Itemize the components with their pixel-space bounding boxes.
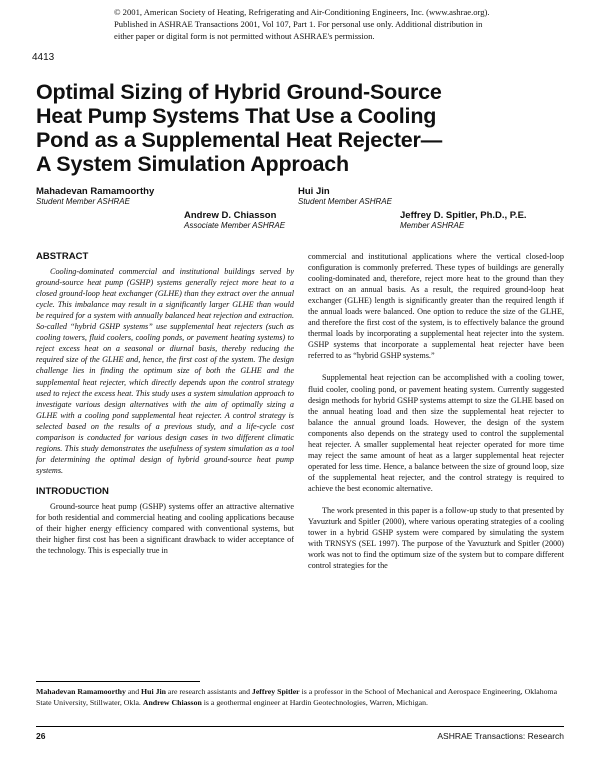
author-block: [36, 186, 154, 206]
copyright-line: Published in ASHRAE Transactions 2001, Vol 107, Part 1. For personal use only. Additional distribution in: [114, 19, 483, 29]
copyright-notice: [114, 6, 554, 42]
body-paragraph: commercial and institutional applications where the vertical closed-loop configuration is commonly preferred. These types of buildings are generally cooling-dominated and, therefore, reject more heat to the ground than they extract on an annual basis. As a result, the required ground-loop heat exchanger (GLHE) length is significantly greater than the required length if the annual loads were balanced. One option to reduce the size of the GLHE, and therefore the first cost of the system, is to effectively balance the ground thermal loads by incorporating a supplemental heat rejecter into the system. GSHP systems that incorporate a supplemental heat rejecter have been referred to as “hybrid GSHP systems.”: [308, 252, 564, 361]
page-number: 26: [36, 731, 46, 741]
body-paragraph: Supplemental heat rejection can be accomplished with a cooling tower, fluid cooler, cooling pond, or pavement heating system. Currently suggested design methods for hybrid GSHP systems attempt to size the GLHE based on the annual heating load and then size the supplemental heat rejecter to balance the annual ground loads. However, the design of the system components also depends on the strategy used to control the supplemental heat rejecter. A smaller supplemental heat rejecter operated for more time may reject the same amount of heat as a larger supplemental heat rejecter operated for less time. Hence, a balance between the size of ground loop, size of the supplemental heat rejecter, and the control strategy is required to achieve the best economic alternative.: [308, 373, 564, 493]
footnote-text: and: [125, 687, 142, 696]
footnote-author-name: Andrew Chiasson: [142, 698, 202, 707]
author-name: Andrew D. Chiasson: [184, 210, 277, 221]
author-membership: Student Member ASHRAE: [36, 197, 130, 206]
footnote-divider: [36, 681, 200, 682]
footnote-author-name: Mahadevan Ramamoorthy: [36, 687, 126, 696]
footer-divider: [36, 726, 564, 727]
footnote-author-name: Jeffrey Spitler: [251, 687, 300, 696]
author-block: [184, 210, 285, 230]
title-line: Pond as a Supplemental Heat Rejecter—: [36, 128, 443, 152]
author-membership: Member ASHRAE: [400, 221, 465, 230]
author-name: Jeffrey D. Spitler, Ph.D., P.E.: [400, 210, 527, 221]
footnote-text: is a geothermal engineer at Hardin Geotechnologies, Warren, Michigan.: [201, 698, 428, 707]
footnote-text: are research assistants and: [165, 687, 252, 696]
body-paragraph: The work presented in this paper is a follow-up study to that presented by Yavuzturk and Spitler (2000), where various operating strategies of a cooling tower in a hybrid GSHP system were compared by simulating the system with TRNSYS (SEL 1997). The purpose of the Yavuzturk and Spitler (2000) work was not to find the optimum size of the system but to compare different control strategies for the: [308, 505, 564, 571]
abstract-text: Cooling-dominated commercial and institutional buildings served by ground-source heat pump (GSHP) systems generally reject more heat to a closed ground-loop heat exchanger (GLHE) than they extract over the annual cycle. This imbalance may result in a significantly larger GLHE than would be required for a system with annually balanced heat rejection and extraction. So-called “hybrid GSHP systems” use supplemental heat rejecters (such as cooling towers, fluid coolers, cooling ponds, or pavement heating systems) to reject excess heat on a seasonal or diurnal basis, thereby reducing the required size of the GLHE and, hence, the first cost of the system. The design challenge lies in finding the optimum size of both the GLHE and the supplemental heat rejecter, which directly depends upon the control strategy used to reject the excess heat. This study uses a system simulation approach to investigate various design alternatives with the aim of optimally sizing a GLHE with a cooling pond supplemental heat rejecter. A control strategy is selected based on the results of a previous study, and a life-cycle cost comparison is conducted for various design cases in two different climatic regions. This study demonstrates the usefulness of system simulation as a tool for determining the optimal design of hybrid ground-source heat pump systems.: [36, 267, 294, 475]
author-block: [400, 210, 527, 230]
title-line: A System Simulation Approach: [36, 152, 349, 176]
author-name: Mahadevan Ramamoorthy: [36, 186, 155, 197]
left-column: [36, 251, 294, 556]
footnote-text: is a professor in the School of Mechanical and Aerospace Engineering, Oklahoma State University, Stillwater, Okla.: [36, 687, 558, 707]
right-column: [308, 251, 564, 571]
author-name: Hui Jin: [298, 186, 330, 197]
author-membership: Associate Member ASHRAE: [184, 221, 286, 230]
abstract-heading: ABSTRACT: [36, 251, 89, 262]
author-membership: Student Member ASHRAE: [298, 197, 392, 206]
paper-title: [36, 80, 576, 176]
title-line: Optimal Sizing of Hybrid Ground-Source: [36, 80, 442, 104]
introduction-heading: INTRODUCTION: [36, 485, 109, 497]
author-affiliation-footnote: [36, 686, 564, 708]
introduction-paragraph: Ground-source heat pump (GSHP) systems offer an attractive alternative for both residential and commercial heating and cooling applications because of their higher energy efficiency compared with conventional systems, but their higher first cost has been a significant drawback to wider acceptance of the technology. This is especially true in: [36, 501, 294, 556]
copyright-line: either paper or digital form is not permitted without ASHRAE's permission.: [114, 31, 375, 41]
author-block: [298, 186, 392, 206]
footnote-author-name: Hui Jin: [141, 687, 166, 696]
paper-number: 4413: [32, 52, 55, 63]
title-line: Heat Pump Systems That Use a Cooling: [36, 104, 437, 128]
copyright-line: © 2001, American Society of Heating, Refrigerating and Air-Conditioning Engineers, Inc. (www.ashrae.org).: [114, 7, 490, 17]
journal-name: ASHRAE Transactions: Research: [437, 731, 564, 741]
